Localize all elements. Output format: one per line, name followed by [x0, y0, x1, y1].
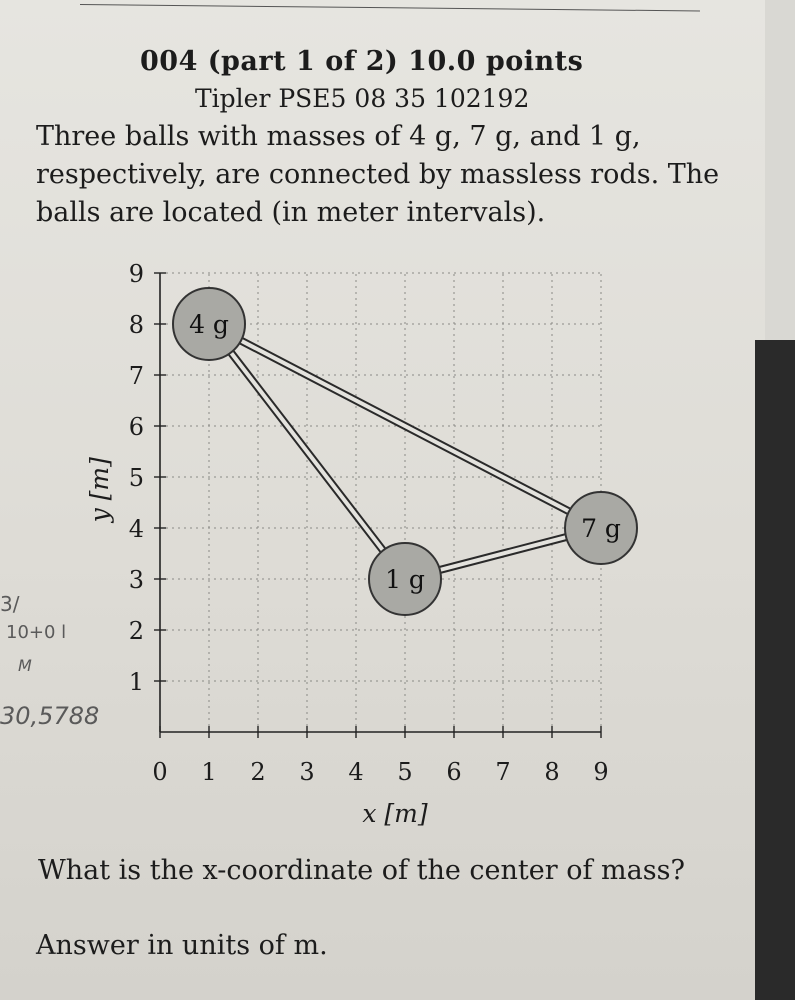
margin-note-1: 3/: [0, 592, 20, 616]
x-tick-label: 4: [348, 758, 364, 786]
x-tick-label: 7: [495, 758, 511, 786]
x-tick-label: 8: [544, 758, 560, 786]
y-tick-label: 6: [128, 413, 144, 441]
answer-units: Answer in units of m.: [36, 930, 328, 961]
x-tick-label: 5: [397, 758, 413, 786]
x-tick-label: 6: [446, 758, 462, 786]
y-tick-label: 1: [128, 668, 144, 696]
margin-note-3: M: [18, 656, 32, 675]
ball-label: 7 g: [581, 514, 621, 543]
y-tick-label: 3: [128, 566, 144, 594]
x-tick-label: 2: [250, 758, 266, 786]
problem-source: Tipler PSE5 08 35 102192: [195, 84, 530, 113]
x-tick-label: 0: [152, 758, 168, 786]
x-tick-label: 9: [593, 758, 609, 786]
y-axis-label: y [m]: [85, 457, 114, 523]
problem-heading: 004 (part 1 of 2) 10.0 points: [140, 46, 584, 77]
margin-note-2: 10+0 l: [6, 622, 67, 643]
y-tick-label: 4: [128, 515, 144, 543]
y-tick-label: 8: [128, 311, 144, 339]
problem-statement: Three balls with masses of 4 g, 7 g, and 1 g, respectively, are connected by massless rods. The balls are located (in meter intervals).: [36, 121, 720, 228]
y-tick-label: 5: [128, 464, 144, 492]
y-tick-label: 2: [128, 617, 144, 645]
x-axis-label: x [m]: [362, 799, 428, 828]
question-text: What is the x-coordinate of the center of mass?: [38, 855, 685, 886]
y-tick-label: 7: [128, 362, 144, 390]
x-tick-label: 1: [201, 758, 217, 786]
y-tick-label: 9: [128, 260, 144, 288]
ball-label: 4 g: [189, 310, 229, 339]
margin-note-4: 30,5788: [0, 702, 100, 730]
x-tick-label: 3: [299, 758, 315, 786]
rod-highlight: [209, 324, 405, 579]
ball-label: 1 g: [385, 565, 425, 594]
